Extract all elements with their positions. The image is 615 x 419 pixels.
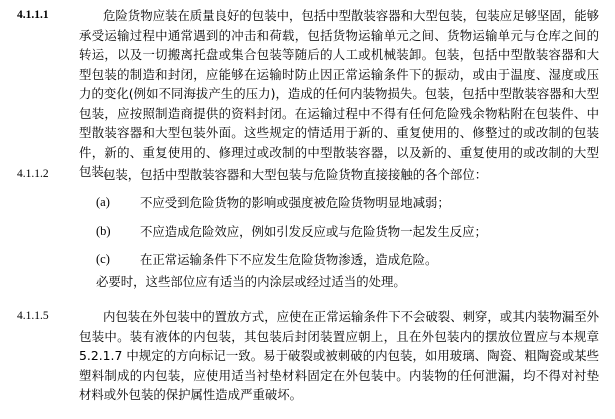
- list-item-text: 在正常运输条件下不应发生危险货物渗透，造成危险。: [140, 252, 438, 267]
- list-item-label: (c): [96, 252, 110, 266]
- clause-4-1-1-1: [17, 6, 599, 182]
- sub-item-list: [17, 193, 599, 279]
- clause-4-1-1-5: [17, 307, 599, 405]
- clause-text: 包装，包括中型散装容器和大型包装与危险货物直接接触的各个部位：: [103, 167, 488, 182]
- list-item: [17, 250, 599, 270]
- clause-text: 危险货物应装在质量良好的包装中，包括中型散装容器和大型包装，包装应足够坚固，能够承受运输过程中通常遇到的冲击和荷载，包括货物运输单元之间、货物运输单元与仓库之间的转运，以及一切搬离托盘或集合包装等随后的人工或机械装卸。包装，包括中型散装容器和大型包装的制造和封闭，应能够在运输时防止因正常运输条件下的振动，或由于温度、湿度或压力的变化(例如不同海拔产生的压力)，造成的任何内装物损失。包装，包括中型散装容器和大型包装，应按照制造商提供的资料封闭。在运输过程中不得有任何危险残余物粘附在包装件、中型散装容器和大型包装外面。这些规定的情适用于新的、重复使用的、修整过的或改制的包装件，新的、重复使用的、修理过或改制的中型散装容器，以及新的、重复使用的或改制的大型包装。: [79, 8, 599, 179]
- list-item-text: 不应受到危险货物的影响或强度被危险货物明显地减弱；: [140, 195, 450, 210]
- clause-4-1-1-2: [17, 165, 599, 185]
- clause-number: 4.1.1.2: [17, 168, 49, 180]
- list-item: [17, 222, 599, 242]
- list-item-label: (b): [96, 223, 111, 238]
- clause-number: 4.1.1.5: [17, 310, 49, 322]
- list-item-text: 不应造成危险效应，例如引发反应或与危险货物一起发生反应；: [140, 223, 487, 239]
- list-item-label: (a): [96, 195, 110, 209]
- clause-text: 内包装在外包装中的置放方式，应使在正常运输条件下不会破裂、刺穿，或其内装物漏至外包装中。装有液体的内包装，其包装后封闭装置应朝上，且在外包装内的摆放位置应与本规章 5.2.1.7 中规定的方向标记一致。易于破裂或被刺破的内包装，如用玻璃、陶瓷、粗陶瓷或某些塑料制成的内包装，应使用适当衬垫材料固定在外包装中。内装物的任何泄漏，均不得对衬垫材料或外包装的保护属性造成严重破坏。: [79, 309, 599, 402]
- clause-note: 必要时，这些部位应有适当的内涂层或经过适当的处理。: [96, 274, 406, 289]
- list-item: [17, 193, 599, 213]
- clause-number: 4.1.1.1: [17, 9, 49, 21]
